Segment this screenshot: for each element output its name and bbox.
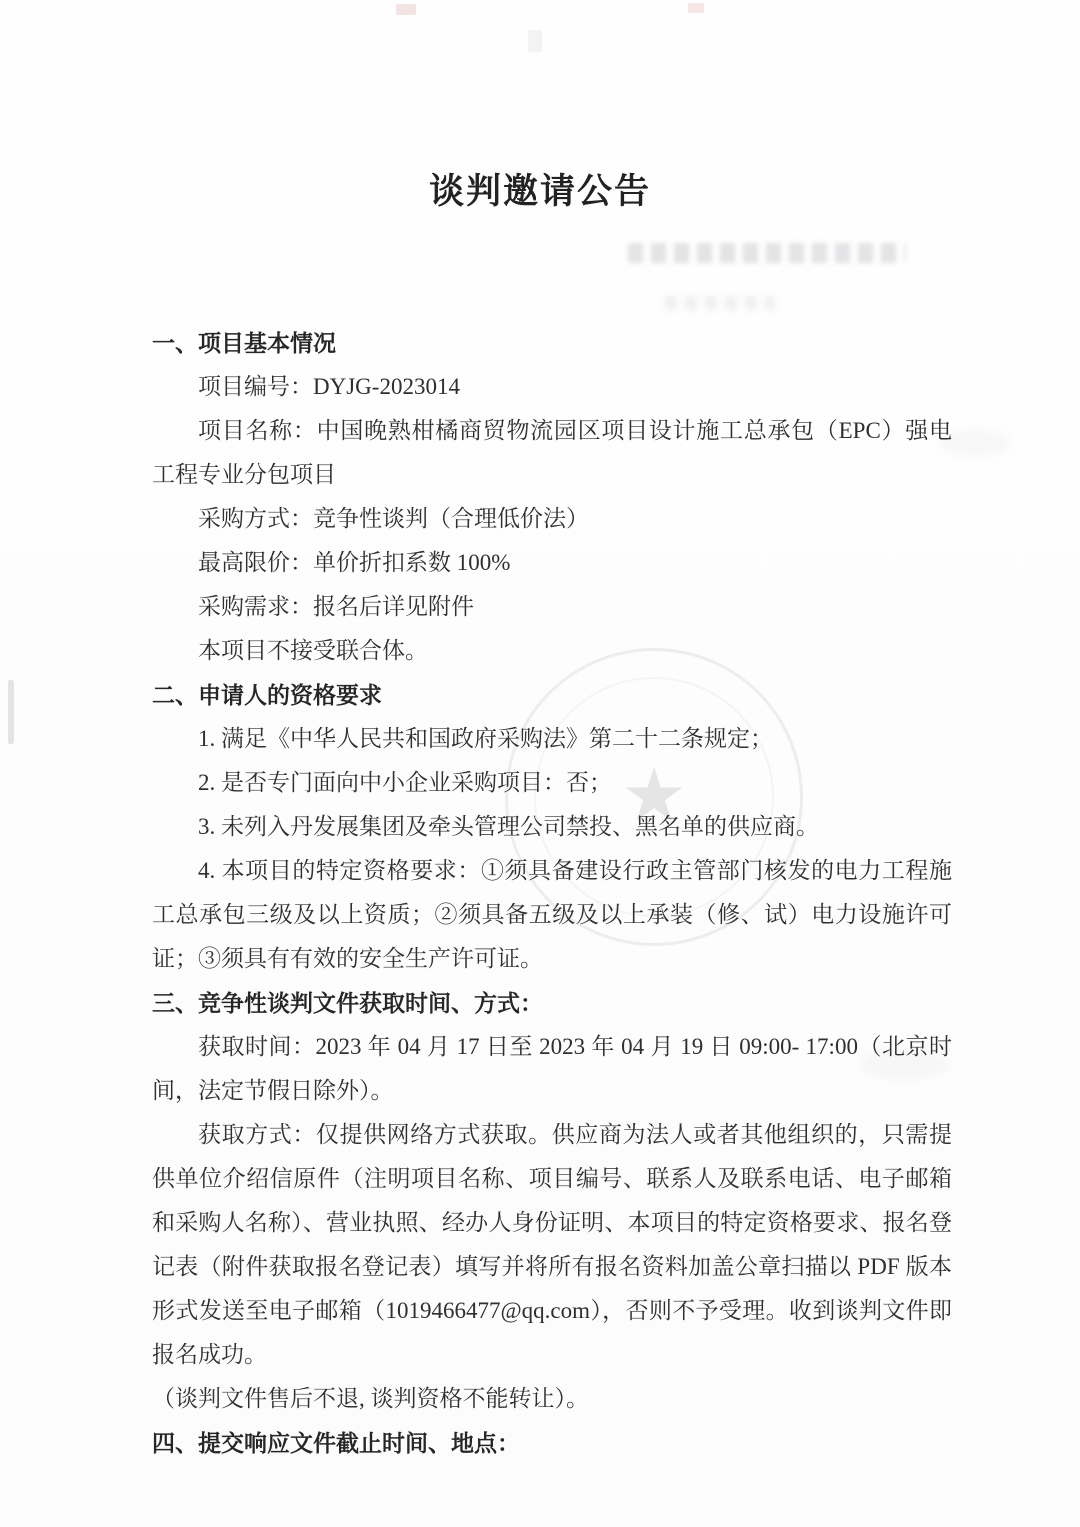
scan-speck	[688, 3, 704, 13]
paragraph: 获取方式：仅提供网络方式获取。供应商为法人或者其他组织的，只需提供单位介绍信原件（注明项目名称、项目编号、联系人及联系电话、电子邮箱和采购人名称）、营业执照、经办人身份证明、本项目的特定资格要求、报名登记表（附件获取报名登记表）填写并将所有报名资料加盖公章扫描以 PDF 版本形式发送至电子邮箱（1019466477@qq.com），否则不予受理。收到谈判文件即报名成功。	[152, 1122, 952, 1367]
paragraph: 采购需求：报名后详见附件	[198, 594, 474, 619]
section-heading: 一、项目基本情况	[152, 330, 336, 356]
scan-speck	[396, 4, 416, 15]
section-heading: 二、申请人的资格要求	[152, 682, 382, 708]
scan-speck	[528, 30, 542, 52]
scan-edge-artifact	[8, 680, 14, 744]
paragraph: 项目名称：中国晚熟柑橘商贸物流园区项目设计施工总承包（EPC）强电工程专业分包项目	[152, 418, 952, 487]
paragraph: 采购方式：竞争性谈判（合理低价法）	[198, 506, 589, 531]
paragraph: 项目编号：DYJG-2023014	[198, 374, 460, 399]
paragraph: 最高限价：单价折扣系数 100%	[198, 550, 511, 575]
paragraph: 获取时间：2023 年 04 月 17 日至 2023 年 04 月 19 日 09:00- 17:00（北京时间，法定节假日除外）。	[152, 1034, 952, 1103]
bleed-through-text-artifact	[665, 296, 775, 310]
paragraph: 本项目不接受联合体。	[198, 638, 428, 663]
star-icon: ★	[620, 752, 688, 839]
paragraph: 4. 本项目的特定资格要求：①须具备建设行政主管部门核发的电力工程施工总承包三级及以上资质；②须具备五级及以上承装（修、试）电力设施许可证；③须具有有效的安全生产许可证。	[152, 858, 952, 971]
paragraph: 1. 满足《中华人民共和国政府采购法》第二十二条规定；	[198, 726, 773, 751]
document-title: 谈判邀请公告	[428, 172, 651, 211]
paragraph: 2. 是否专门面向中小企业采购项目：否；	[198, 770, 612, 795]
paragraph: 3. 未列入丹发展集团及牵头管理公司禁投、黑名单的供应商。	[198, 814, 819, 839]
bleed-through-text-artifact	[628, 243, 906, 263]
section-heading: 三、竞争性谈判文件获取时间、方式：	[152, 990, 543, 1016]
section-heading: 四、提交响应文件截止时间、地点：	[152, 1430, 520, 1456]
paragraph: （谈判文件售后不退, 谈判资格不能转让）。	[152, 1386, 589, 1411]
document-body	[152, 321, 952, 1465]
